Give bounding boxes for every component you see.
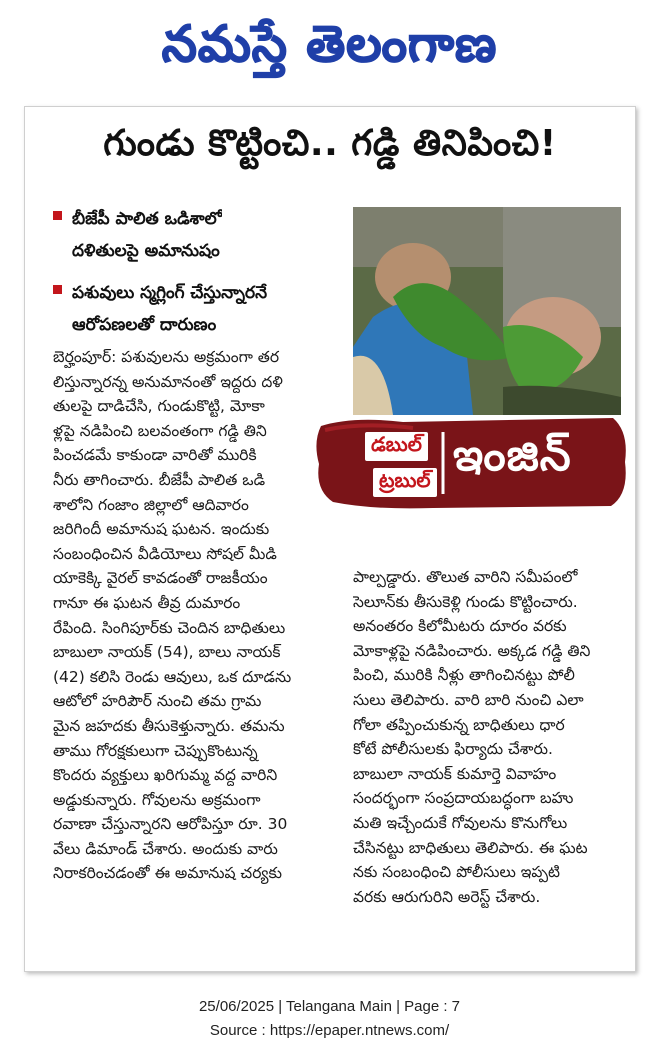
body-text-line: రేపింది. సింగిపూర్‌కు చెందిన బాధితులు [53, 618, 286, 637]
body-text-line: సందర్భంగా సంప్రదాయబద్ధంగా బహు [353, 789, 574, 808]
bullet-square-icon [53, 211, 62, 220]
body-text-line: తులపై దాడిచేసి, గుండుకొట్టి, మోకా [53, 397, 265, 416]
body-text-line: బాబులా నాయక్ (54), బాలు నాయక్ [53, 643, 281, 662]
article-headline: గుండు కొట్టించి.. గడ్డి తినిపించి! [103, 123, 557, 164]
article-body-right-column [353, 565, 621, 909]
news-photo [353, 207, 621, 415]
body-text-line: బాబులా నాయక్ కుమార్తె వివాహం [353, 764, 557, 783]
body-text-line: నకు సంబంధించి పోలీసులు ఇప్పటి [353, 863, 561, 882]
bullet-line: పశువులు స్మగ్లింగ్ చేస్తున్నారనే [72, 283, 268, 303]
footer-source: Source : https://epaper.ntnews.com/ [209, 1022, 450, 1039]
page-footer [0, 995, 659, 1043]
body-text-line: చేసినట్టు బాధితులు తెలిపారు. ఈ ఘట [353, 838, 588, 857]
body-text-line: ళ్లపై నడిపించి బలవంతంగా గడ్డి తిని [53, 421, 267, 440]
body-text-line: (42) కలిసి రెండు ఆవులు, ఒక దూడను [53, 667, 292, 686]
body-text-line: లిస్తున్నారన్న అనుమానంతో ఇద్దరు దళి [53, 372, 283, 391]
banner-big-text: ఇంజిన్ [453, 430, 572, 481]
body-text-line: నీరు తాగించారు. బీజేపీ పాలిత ఒడి [53, 470, 266, 489]
bullet-line: బీజేపీ పాలిత ఒడిశాలో [72, 209, 223, 229]
body-text-line: వరకు ఆరుగురిని అరెస్ట్ చేశారు. [353, 887, 541, 906]
body-text-line: సంబంధించిన వీడియోలు సోషల్ మీడి [53, 544, 277, 563]
footer-edition-info: 25/06/2025 | Telangana Main | Page : 7 [198, 998, 461, 1015]
bullet-line: ఆరోపణలతో దారుణం [72, 315, 217, 335]
body-text-line: సెలూన్‌కు తీసుకెళ్లి గుండు కొట్టించారు. [353, 592, 578, 611]
bullet-item [53, 277, 353, 341]
body-text-line: బెర్హంపూర్: పశువులను అక్రమంగా తర [53, 348, 280, 366]
banner-small-bottom: ట్రబుల్ [373, 468, 437, 497]
body-text-line: తాము గోరక్షకులుగా చెప్పుకొంటున్న [53, 741, 258, 760]
double-engine-banner [313, 412, 631, 512]
body-text-line: ఆటోలో హరిపౌర్ నుంచి తమ గ్రామ [53, 692, 262, 711]
body-text-line: గానూ ఈ ఘటన తీవ్ర దుమారం [53, 593, 241, 612]
body-text-line: మతి ఇచ్చేందుకే గోవులను కొనుగోలు [353, 813, 568, 832]
body-text-line: పించడమే కాకుండా వారితో మురికి [53, 446, 257, 465]
body-text-line: పాల్పడ్డారు. తొలుత వారిని సమీపంలో [353, 568, 578, 586]
masthead-title: నమస్తే తెలంగాణ [161, 14, 498, 73]
body-text-line: యాకెక్కి వైరల్ కావడంతో రాజకీయం [53, 569, 268, 588]
bullet-square-icon [53, 285, 62, 294]
body-text-line: కొందరు వ్యక్తులు ఖరిగుమ్మ వద్ద వారిని [53, 766, 278, 785]
body-text-line: సులు తెలిపారు. వారి బారి నుంచి ఎలా [353, 690, 584, 709]
bullet-item [53, 203, 353, 267]
body-text-line: శాలోని గంజాం జిల్లాలో ఆదివారం [53, 495, 249, 514]
body-text-line: అడ్డుకున్నారు. గోవులను అక్రమంగా [53, 790, 261, 809]
body-text-line: మైన జహదకు తీసుకెళ్తున్నారు. తమను [53, 716, 285, 735]
body-text-line: కోటే పోలీసులకు ఫిర్యాదు చేశారు. [353, 740, 553, 759]
masthead [0, 0, 659, 100]
body-text-line: రవాణా చేస్తున్నారని ఆరోపిస్తూ రూ. 30 [53, 815, 288, 834]
body-text-line: నిరాకరించడంతో ఈ అమానుష చర్యకు [53, 864, 282, 883]
article-clipping [24, 106, 636, 972]
banner-small-top: డబుల్ [365, 432, 428, 461]
body-text-line: పించి, మురికి నీళ్లు తాగించినట్టు పోలీ [353, 666, 575, 685]
body-text-line: జరిగిందీ అమానుష ఘటన. ఇందుకు [53, 520, 270, 539]
body-text-line: మోకాళ్లపై నడిపించారు. అక్కడ గడ్డి తిని [353, 641, 591, 660]
body-text-line: అనంతరం కిలోమీటరు దూరం వరకు [353, 617, 567, 636]
bullet-line: దళితులపై అమానుషం [72, 241, 220, 261]
body-text-line: వేలు డిమాండ్ చేశారు. అందుకు వారు [53, 839, 278, 858]
article-body-left-column [53, 345, 343, 886]
bullet-list [53, 203, 353, 351]
news-photo-illustration [353, 207, 621, 415]
body-text-line: గోలా తప్పించుకున్న బాధితులు ధార [353, 715, 565, 734]
